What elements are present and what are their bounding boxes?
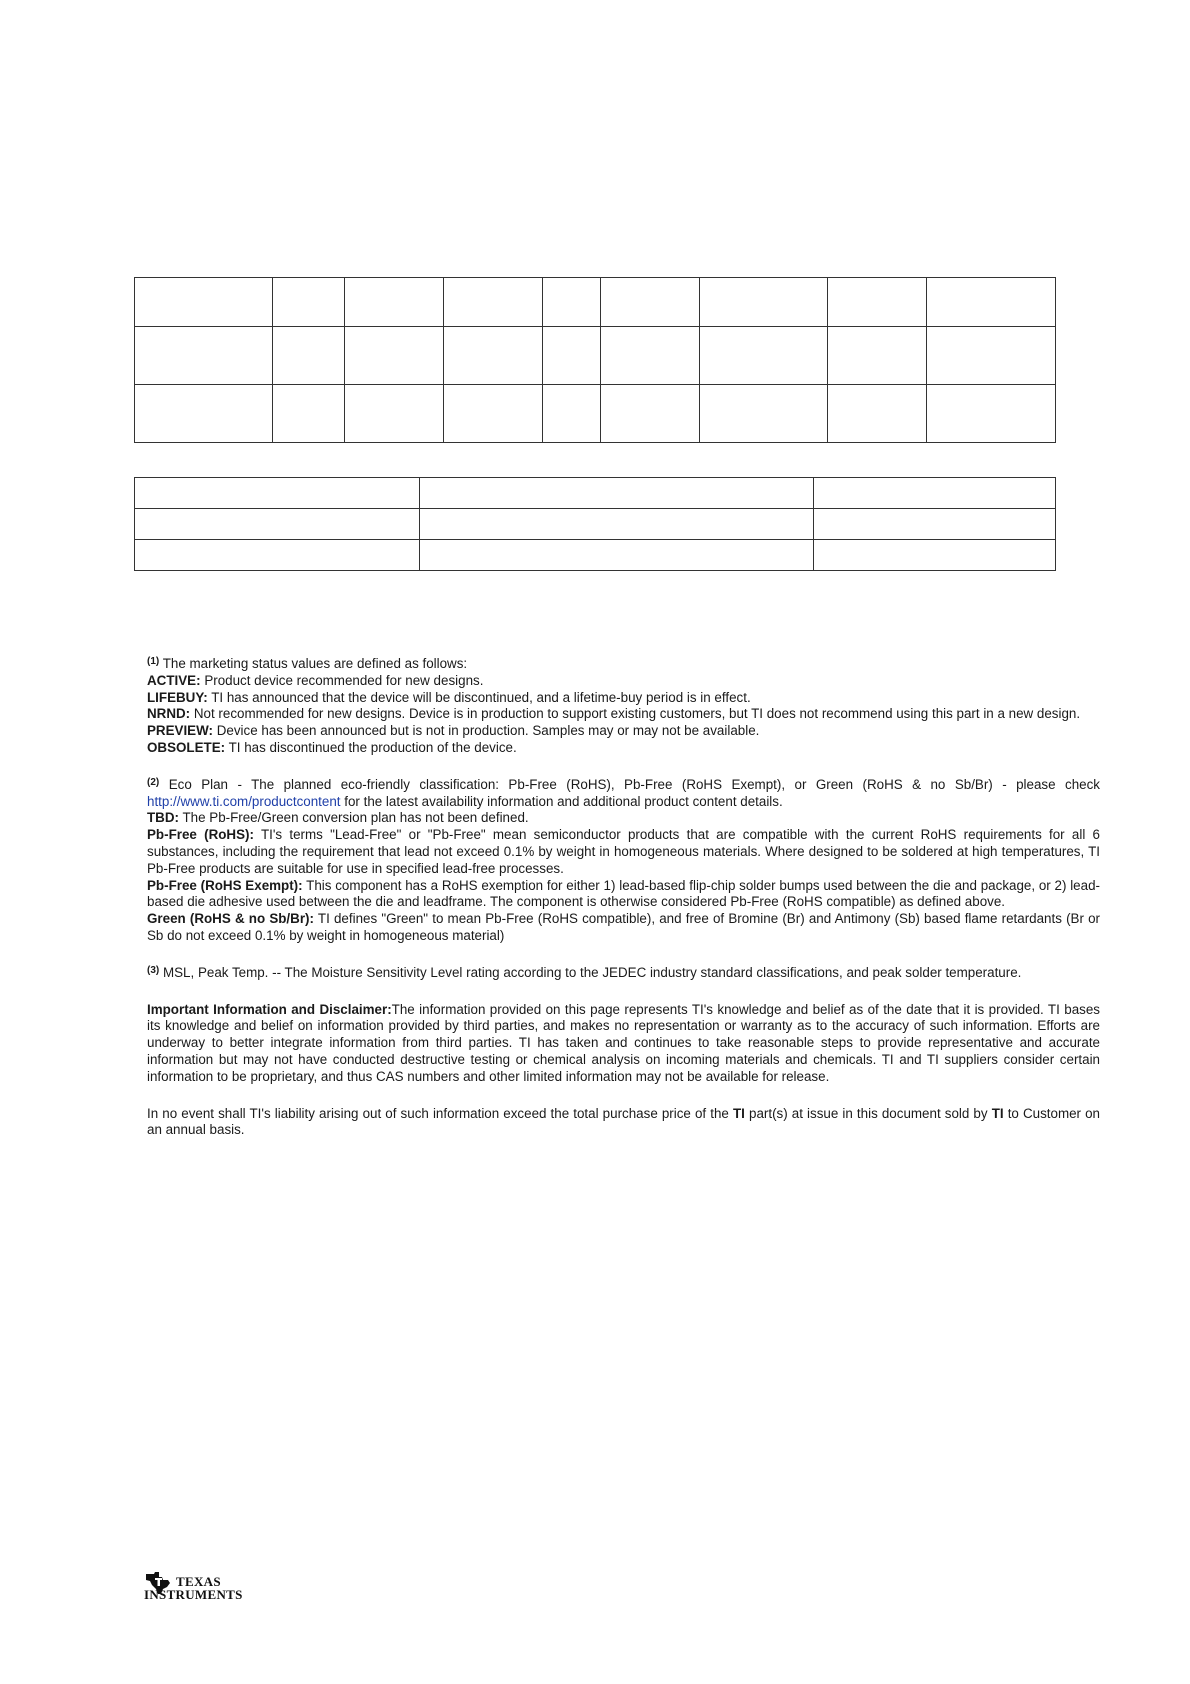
table-cell	[700, 278, 828, 327]
table-cell	[601, 385, 700, 443]
table-cell	[543, 278, 601, 327]
note-1-item: ACTIVE: Product device recommended for new designs.	[147, 672, 484, 688]
table-cell	[700, 327, 828, 385]
note-2-item: TBD: The Pb-Free/Green conversion plan has not been defined.	[147, 810, 529, 826]
table-cell	[444, 278, 543, 327]
table-cell	[135, 278, 273, 327]
note-2-item: Green (RoHS & no Sb/Br): TI defines "Green" to mean Pb-Free (RoHS compatible), and free of Bromine (Br) and Antimony (Sb) based flame retardants (Br or Sb do not exceed 0.1% by weight in homogeneous material)	[147, 911, 1101, 943]
table-cell	[135, 385, 273, 443]
table-cell	[444, 327, 543, 385]
spacer	[147, 1086, 1100, 1106]
table-cell	[814, 509, 1056, 540]
table-cell	[135, 478, 420, 509]
table-cell	[420, 509, 814, 540]
table-cell	[444, 385, 543, 443]
table-cell	[420, 478, 814, 509]
table-cell	[927, 278, 1056, 327]
table-row	[135, 385, 1056, 443]
table-cell	[543, 327, 601, 385]
table-cell	[420, 540, 814, 571]
liability-statement: In no event shall TI's liability arising out of such information exceed the total purchase price of the TI part(s) at issue in this document sold by TI to Customer on an annual basis.	[147, 1105, 1101, 1138]
table-row	[135, 540, 1056, 571]
table-row	[135, 478, 1056, 509]
table-cell	[135, 540, 420, 571]
texas-instruments-logo	[144, 1571, 250, 1607]
note-1-item: PREVIEW: Device has been announced but is not in production. Samples may or may not be available.	[147, 723, 760, 739]
table-cell	[273, 385, 345, 443]
table-cell	[814, 540, 1056, 571]
table-cell	[345, 278, 444, 327]
note-marker: (3)	[147, 964, 160, 976]
table-cell	[700, 385, 828, 443]
table-cell	[828, 327, 927, 385]
note-2-item: Pb-Free (RoHS): TI's terms "Lead-Free" or "Pb-Free" mean semiconductor products that are compatible with the current RoHS requirements for all 6 substances, including the requirement that lead not exceed 0.1% by weight in homogeneous materials. Where designed to be soldered at high temperatures, TI Pb-Free products are suitable for use in specified lead-free processes.	[147, 827, 1100, 876]
table-row	[135, 278, 1056, 327]
table-cell	[927, 385, 1056, 443]
note-1-item: LIFEBUY: TI has announced that the device will be discontinued, and a lifetime-buy period is in effect.	[147, 689, 751, 705]
table-cell	[345, 327, 444, 385]
note-1-intro: $^{(1)}$ The marketing status values are defined as follows:	[147, 656, 468, 671]
note-3: $^{(3)}$ MSL, Peak Temp. -- The Moisture Sensitivity Level rating according to the JEDEC industry standard classifications, and peak solder temperature.	[147, 964, 1022, 980]
table-cell	[814, 478, 1056, 509]
note-1-item: OBSOLETE: TI has discontinued the production of the device.	[147, 739, 517, 755]
package-option-table	[134, 277, 1056, 443]
table-cell	[273, 327, 345, 385]
spacer	[147, 982, 1100, 1002]
spacer	[147, 757, 1100, 777]
table-cell	[273, 278, 345, 327]
note-1-item: NRND: Not recommended for new designs. Device is in production to support existing customers, but TI does not recommend using this part in a new design.	[147, 706, 1081, 722]
footnotes	[147, 656, 1100, 1139]
disclaimer: Important Information and Disclaimer:The information provided on this page represents TI's knowledge and belief as of the date that it is provided. TI bases its knowledge and belief on information provided by third parties, and makes no representation or warranty as to the accuracy of such information. Efforts are underway to better integrate information from third parties. TI has taken and continues to take reasonable steps to provide representative and accurate information but may not have conducted destructive testing or chemical analysis on incoming materials and chemicals. TI and TI suppliers consider certain information to be proprietary, and thus CAS numbers and other limited information may not be available for release.	[147, 1001, 1100, 1084]
table-cell	[601, 327, 700, 385]
table-cell	[828, 278, 927, 327]
logo-wordmark: TEXAS INSTRUMENTS	[144, 1574, 243, 1602]
table-cell	[927, 327, 1056, 385]
table-row	[135, 327, 1056, 385]
addendum-table	[134, 477, 1056, 571]
table-cell	[345, 385, 444, 443]
table-cell	[135, 509, 420, 540]
table-cell	[601, 278, 700, 327]
note-2-item: Pb-Free (RoHS Exempt): This component has a RoHS exemption for either 1) lead-based flip-chip solder bumps used between the die and package, or 2) lead-based die adhesive used between the die and leadframe. The component is otherwise considered Pb-Free (RoHS compatible) as defined above.	[147, 877, 1100, 910]
spacer	[147, 945, 1100, 965]
note-marker: (2)	[147, 776, 160, 788]
table-row	[135, 509, 1056, 540]
table-cell	[135, 327, 273, 385]
table-cell	[828, 385, 927, 443]
table-cell	[543, 385, 601, 443]
note-marker: (1)	[147, 656, 160, 667]
productcontent-link[interactable]: http://www.ti.com/productcontent	[147, 793, 341, 809]
note-2-intro: $^{(2)}$ Eco Plan - The planned eco-friendly classification: Pb-Free (RoHS), Pb-Free (RoHS Exempt), or Green (RoHS & no Sb/Br) - please check http://www.ti.com/productcontent for the latest availability information and additional product content details.	[147, 776, 1100, 809]
